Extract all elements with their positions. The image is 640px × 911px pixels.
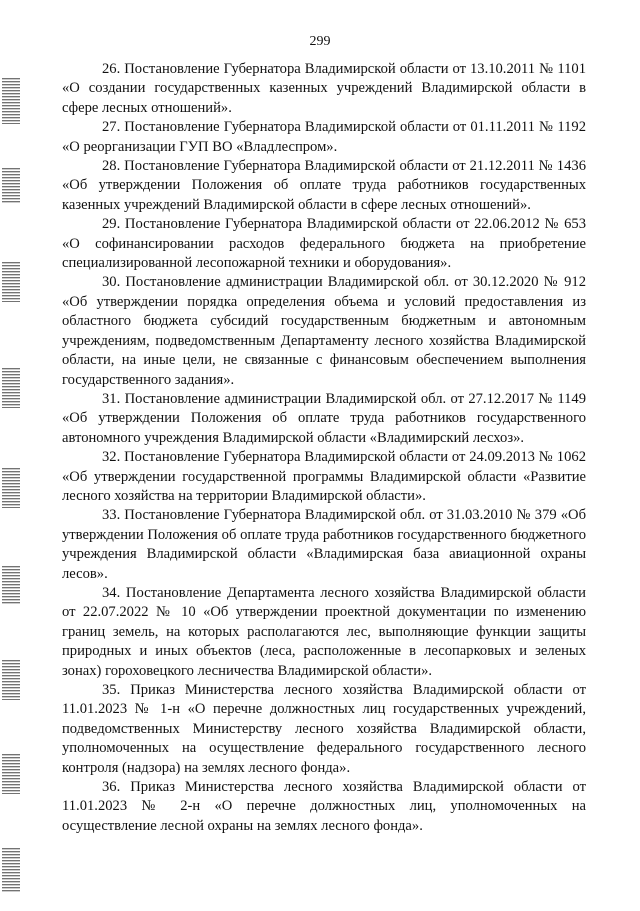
scan-binding-marks: [0, 0, 24, 911]
list-item: 29. Постановление Губернатора Владимирской области от 22.06.2012 № 653 «О софинансировании расходов федерального бюджета на приобретение специализированной лесопожарной техники и оборудования».: [62, 216, 586, 272]
binding-mark: [2, 368, 20, 408]
list-item: 28. Постановление Губернатора Владимирской области от 21.12.2011 № 1436 «Об утверждении Положения об оплате труда работников государственных казенных учреждений Владимирской области в сфере лесных отношений».: [62, 158, 586, 213]
binding-mark: [2, 848, 20, 892]
list-item: 32. Постановление Губернатора Владимирской области от 24.09.2013 № 1062 «Об утверждении государственной программы Владимирской области «Развитие лесного хозяйства на территории Владимирской области».: [62, 449, 586, 504]
binding-mark: [2, 262, 20, 302]
list-item: 34. Постановление Департамента лесного хозяйства Владимирской области от 22.07.2022 № 10 «Об утверждении проектной документации по изменению границ земель, на которых располагаются лес, выполняющие функции защиты природных и иных объектов (леса, расположенные в лесопарковых и зеленых зонах) гороховецкого лесничества Владимирской области».: [62, 584, 586, 679]
page-number: 299: [309, 34, 331, 49]
binding-mark: [2, 660, 20, 700]
document-body: [62, 60, 586, 836]
binding-mark: [2, 78, 20, 124]
list-item: 26. Постановление Губернатора Владимирской области от 13.10.2011 № 1101 «О создании государственных казенных учреждений Владимирской области в сфере лесных отношений».: [62, 61, 586, 116]
list-item: 33. Постановление Губернатора Владимирской обл. от 31.03.2010 № 379 «Об утверждении Положения об оплате труда работников государственного бюджетного учреждения Владимирской области «Владимирская база авиационной охраны лесов».: [62, 507, 586, 582]
list-item: 27. Постановление Губернатора Владимирской области от 01.11.2011 № 1192 «О реорганизации ГУП ВО «Владлеспром».: [62, 119, 586, 155]
binding-mark: [2, 468, 20, 508]
list-item: 36. Приказ Министерства лесного хозяйства Владимирской области от 11.01.2023 № 2-н «О перечне должностных лиц, уполномоченных на осуществление лесной охраны на землях лесного фонда».: [62, 779, 586, 834]
list-item: 31. Постановление администрации Владимирской обл. от 27.12.2017 № 1149 «Об утверждении Положения об оплате труда работников государственного автономного учреждения Владимирской области «Владимирский лесхоз».: [62, 390, 586, 446]
binding-mark: [2, 754, 20, 794]
list-item: 30. Постановление администрации Владимирской обл. от 30.12.2020 № 912 «Об утверждении порядка определения объема и условий предоставления из областного бюджета субсидий государственным бюджетным и автономным учреждениям, подведомственным Департаменту лесного хозяйства Владимирской области, на иные цели, не связанные с финансовым обеспечением выполнения государственного задания».: [62, 274, 586, 388]
binding-mark: [2, 566, 20, 604]
list-item: 35. Приказ Министерства лесного хозяйства Владимирской области от 11.01.2023 № 1-н «О перечне должностных лиц государственных учреждений, подведомственных Министерству лесного хозяйства Владимирской области, уполномоченных на осуществление федерального государственного лесного контроля (надзора) на землях лесного фонда».: [62, 682, 586, 776]
binding-mark: [2, 168, 20, 204]
